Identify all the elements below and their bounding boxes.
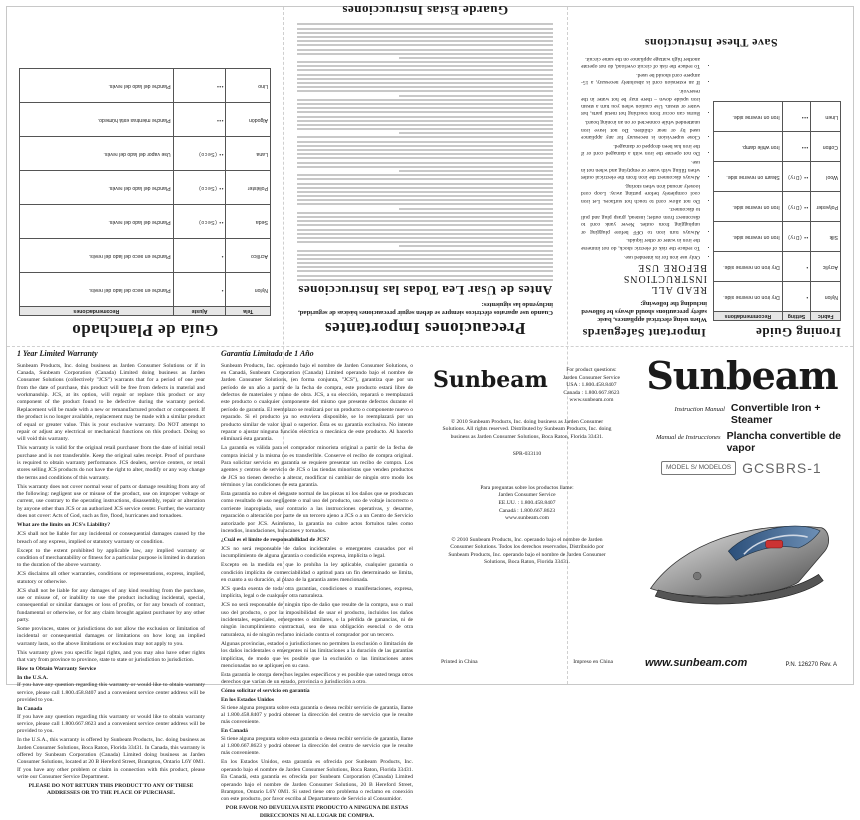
- text-line: [297, 74, 553, 76]
- warranty-en-paragraph: Sunbeam Products, Inc. doing business as Jarden Consumer Solutions or if in Canada, Sunbeam Corporation (Canada) Limited doing business as Jarden Consumer Solutions (collectively "JCS") warrants that for a period of one year from the date of purchase, this product will be free from defects in material and workmanship. JCS, at its option, will repair or replace this product or any component of the product found to be defective during the warranty period. Replacement will be made with a new or remanufactured product or component. If the product is no longer available, replacement may be made with a similar product of equal or greater value. This is your exclusive warranty. Do NOT attempt to repair or adjust any electrical or mechanical functions on this product. Doing so will void this warranty.: [17, 362, 205, 443]
- manual-sheet: [6, 3, 854, 819]
- product-line-es: [635, 430, 849, 454]
- warranty-es-paragraph: Excepto en la medida en que lo prohíba la ley aplicable, cualquier garantía o condición implícita de comerciabilidad o aptitud para un fin determinado se limita, en cuanto a su duración, al plazo de la garantía antes mencionada.: [221, 562, 413, 584]
- part-number: P.N. 126270 Rev. A: [785, 662, 837, 668]
- model-label: MODEL S/ MODELOS: [661, 461, 736, 474]
- model-box: [661, 460, 849, 476]
- table-cell: Planche del lado del revés.: [20, 69, 174, 103]
- text-line: [297, 258, 553, 260]
- table-cell: •: [782, 282, 811, 312]
- text-line: [297, 203, 553, 205]
- website[interactable]: www.sunbeam.com: [645, 657, 748, 669]
- text-line: [297, 99, 553, 101]
- text-line: [297, 266, 553, 268]
- text-line: [297, 145, 553, 147]
- table-cell: Wool: [811, 162, 841, 192]
- safety-es-read-heading: Antes de Usar Lea Todas las Instrucciones: [297, 282, 553, 298]
- warranty-en-canada-heading: In Canada: [17, 706, 43, 713]
- safety-es-body-lines: [297, 23, 553, 280]
- table-row: [714, 222, 841, 252]
- manual-label-es: Manual de Instrucciones: [655, 434, 721, 441]
- contact-line: For product questions:: [566, 367, 617, 373]
- table-cell: •••: [173, 69, 226, 103]
- contact-en-block: [556, 367, 627, 405]
- text-line: [399, 245, 553, 247]
- guide-en-header: Fabric: [811, 312, 841, 321]
- table-cell: Polyester: [811, 192, 841, 222]
- table-cell: •: [782, 252, 811, 282]
- list-item: • If an extension cord is absolutely necessary, a 15-ampere cord should be used.: [581, 71, 700, 86]
- text-line: [399, 208, 553, 210]
- table-cell: Linen: [811, 102, 841, 132]
- table-cell: Acrílico: [226, 239, 271, 273]
- warranty-es-service-heading: Cómo solicitar el servicio en garantía: [221, 688, 310, 695]
- warranty-en-paragraph: This warranty gives you specific legal rights, and you may also have other rights that vary from province to province, state to state or jurisdiction to jurisdiction.: [17, 649, 205, 664]
- text-line: [297, 275, 553, 277]
- warranty-en-title: 1 Year Limited Warranty: [17, 349, 98, 358]
- text-line: [297, 157, 553, 159]
- contact-es-block: [427, 485, 627, 523]
- table-cell: Cotton: [811, 132, 841, 162]
- warranty-es-paragraph: La garantía es válida para el comprador minorista original a partir de la fecha de compra inicial y la misma no es transferible. Conserve el recibo de compra original. Para solicitar servicio en garantía se requiere presentar un recibo de compra. Los agentes y centros de servicio de JCS o las tiendas minoristas que venden productos de JCS no tienen derecho a alterar, modificar ni cambiar de ningún otro modo los términos y las condiciones de esta garantía.: [221, 445, 413, 489]
- warranty-es-paragraph: Algunas provincias, estados o jurisdicciones no permiten la exclusión o limitación de los daños incidentales o emergentes ni las limitaciones a la duración de las garantías implícitas, de modo que es posible que la exclusión o las limitaciones antes mencionadas no se apliquen en su caso.: [221, 640, 413, 669]
- text-line: [297, 69, 553, 71]
- list-item: • Close supervision is necessary for any appliance used by or near children. Do not leave iron unattended while connected or on an ironing board.: [581, 118, 700, 140]
- text-line: [399, 95, 553, 97]
- fold-line-horizontal: [7, 346, 853, 347]
- list-item: • Burns can occur from touching hot metal parts, hot water or steam. Use caution when you turn a steam iron upside down – there may be hot water in the reservoir.: [581, 87, 700, 117]
- text-line: [297, 166, 553, 168]
- safety-en-subtitle: When using electrical appliances, basic safety precautions should always be followed including the following:: [581, 299, 707, 324]
- text-line: [297, 28, 553, 30]
- safety-es-title: Precauciones Importantes: [324, 319, 526, 338]
- warranty-en-paragraph: Some provinces, states or jurisdictions do not allow the exclusion or limitation of incidental or consequential damages or limitations on how long an implied warranty lasts, so the above limitations or exclusion may not apply to you.: [17, 626, 205, 647]
- text-line: [297, 53, 553, 55]
- contact-brand-logo: Sunbeam: [433, 367, 548, 393]
- text-line: [297, 120, 553, 122]
- text-line: [297, 128, 553, 130]
- table-cell: •• (Seco): [173, 171, 226, 205]
- warranty-es-footer: POR FAVOR NO DEVUELVA ESTE PRODUCTO A NINGUNA DE ESTAS DIRECCIONES NI AL LUGAR DE COMPRA.: [225, 805, 409, 819]
- table-cell: •• (Seco): [173, 137, 226, 171]
- contact-line[interactable]: www.sunbeam.com: [504, 515, 550, 522]
- table-row: [714, 132, 841, 162]
- warranty-en-paragraph: JCS disclaims all other warranties, conditions or representations, express, implied, statutory or otherwise.: [17, 571, 205, 585]
- product-name-es: Plancha convertible de vapor: [726, 430, 841, 454]
- copyright-es: © 2010 Sunbeam Products, Inc. operando bajo el nombre de Jarden Consumer Solutions. Todos los derechos reservados. Distribuido por Sunbeam Products, Inc. operando bajo el nombre de Jarden Consumer Solutions, Boca Raton, Florida 33431.: [448, 536, 606, 566]
- text-line: [297, 44, 553, 46]
- table-cell: Planche del lado del revés.: [20, 171, 174, 205]
- contact-line: EE.UU. : 1.800.458.8407: [498, 500, 556, 507]
- table-cell: Nylon: [811, 282, 841, 312]
- warranty-en-paragraph: JCS shall not be liable for any damages of any kind resulting from the purchase, use or misuse of, or inability to use the product including incidental, special, consequential or similar damages or loss of profits, or for any breach of contract, fundamental or otherwise, or for any claim brought against purchaser by any other party.: [17, 587, 205, 624]
- text-line: [297, 111, 553, 113]
- table-cell: Silk: [811, 222, 841, 252]
- text-line: [297, 149, 553, 151]
- list-item: • Always turn iron to OFF before plugging or unplugging from outlet. Never yank cord to disconnect from outlet; instead, grasp plug and pull to disconnect.: [581, 205, 700, 235]
- text-line: [297, 191, 553, 193]
- table-cell: Use vapor del lado del revés.: [20, 137, 174, 171]
- table-cell: Iron on reverse side.: [714, 222, 783, 252]
- table-cell: Iron on reverse side.: [714, 192, 783, 222]
- table-cell: Poliéster: [226, 171, 271, 205]
- text-line: [297, 250, 553, 252]
- table-cell: •••: [173, 103, 226, 137]
- text-line: [297, 141, 553, 143]
- safety-en-list: [581, 54, 707, 259]
- text-line: [297, 241, 553, 243]
- warranty-es-canada-text: Si tiene alguna pregunta sobre esta garantía o desea recibir servicio de garantía, llame al 1.800.667.8623 y podrá obtener la dirección del centro de servicio que le resulte más conveniente.: [221, 735, 413, 757]
- table-cell: Planche en seco del lado del revés.: [20, 239, 174, 273]
- table-row: [20, 205, 271, 239]
- product-line-en: [635, 402, 849, 426]
- warranty-en-usa-text: If you have any question regarding this warranty or would like to obtain warranty service, please call 1.800.458.8407 and a convenient service center address will be provided to you.: [17, 682, 205, 704]
- table-cell: •••: [782, 132, 811, 162]
- table-cell: Algodón: [226, 103, 271, 137]
- text-line: [297, 174, 553, 176]
- text-line: [297, 49, 553, 51]
- text-line: [297, 262, 553, 264]
- warranty-es-paragraph: Esta garantía no cubre el desgaste normal de las piezas ni los daños que se produzcan como resultado de uso negligente o mal uso del producto, uso de voltaje incorrecto o corriente inapropiada, uso contrario a las instrucciones operativas, y desarme, reparación o alteración por parte de un tercero ajeno a JCS o a un Centro de Servicio autorizado por JCS. Asimismo, la garantía no cubre actos fortuitos tales como incendios, inundaciones, huracanes y tornados.: [221, 491, 413, 534]
- text-line: [297, 233, 553, 235]
- guide-en-table: [713, 101, 841, 321]
- warranty-en-paragraph: Except to the extent prohibited by applicable law, any implied warranty or condition of merchantability or fitness for a particular purpose is limited in duration to the duration of the above warranty.: [17, 547, 205, 569]
- guide-es-header: Recomendaciones: [20, 307, 174, 316]
- table-cell: Acrylic: [811, 252, 841, 282]
- table-cell: •• (Dry): [782, 192, 811, 222]
- table-cell: Planche mientras está húmedo.: [20, 103, 174, 137]
- text-line: [297, 65, 553, 67]
- warranty-en-footer: PLEASE DO NOT RETURN THIS PRODUCT TO ANY OF THESE ADDRESSES OR TO THE PLACE OF PURCHASE.: [28, 783, 194, 797]
- list-item: • To reduce the risk of electric shock, do not immerse the iron in water or other liquids.: [581, 236, 700, 251]
- warranty-en-panel: [13, 349, 209, 797]
- list-item: • Only use iron for its intended use.: [581, 252, 700, 259]
- text-line: [297, 103, 553, 105]
- table-row: [714, 192, 841, 222]
- warranty-en-us-canada-text: In the U.S.A., this warranty is offered by Sunbeam Products, Inc. doing business as Jarden Consumer Solutions, Boca Raton, Florida 33431. In Canada, this warranty is offered by Sunbeam Corporation (Canada) Limited doing business as Jarden Consumer Solutions, located at 20 B Hereford Street, Brampton, Ontario L6Y 0M1. If you have any other problem or claim in connection with this product, please write our Consumer Service Department.: [17, 737, 205, 781]
- table-cell: Planche del lado del revés.: [20, 205, 174, 239]
- table-cell: Nylon: [226, 273, 271, 307]
- table-cell: Planche en seco del lado del revés.: [20, 273, 174, 307]
- warranty-en-paragraph: This warranty is valid for the original retail purchaser from the date of initial retail purchase and is not transferable. Keep the original sales receipt. Proof of purchase is required to obtain warranty performance. JCS dealers, service centers, or retail stores selling JCS products do not have the right to alter, modify or any way change the terms and conditions of this warranty.: [17, 445, 205, 481]
- list-item: • To reduce the risk of circuit overload, do not operate another high wattage appliance on the same circuit.: [581, 54, 700, 69]
- text-line: [297, 82, 553, 84]
- text-line: [399, 170, 553, 172]
- text-line: [297, 32, 553, 34]
- contact-line: Jarden Consumer Service: [562, 374, 620, 381]
- guide-en-header: Setting: [782, 312, 811, 321]
- table-cell: Iron while damp.: [714, 132, 783, 162]
- printed-es: Impreso en China: [573, 659, 613, 665]
- text-line: [297, 224, 553, 226]
- text-line: [297, 153, 553, 155]
- warranty-es-title: Garantía Limitada de 1 Año: [221, 349, 314, 358]
- text-line: [297, 220, 553, 222]
- text-line: [399, 57, 553, 59]
- guide-en-header: Recommendations: [714, 312, 783, 321]
- table-cell: •• (Dry): [782, 162, 811, 192]
- table-row: [20, 103, 271, 137]
- table-cell: •• (Dry): [782, 222, 811, 252]
- table-row: [20, 171, 271, 205]
- contact-line: Canada : 1.800.667.8623: [563, 389, 620, 396]
- table-cell: Steam on reverse side.: [714, 162, 783, 192]
- table-cell: Lana: [226, 137, 271, 171]
- safety-en-save-heading: Save These Instructions: [644, 35, 778, 50]
- list-item: • Do not operate the iron with a damaged cord or if the iron has been dropped or damaged.: [581, 142, 700, 157]
- spr-code: SPR-033110: [512, 451, 542, 458]
- warranty-en-canada-text: If you have any question regarding this warranty or would like to obtain warranty service, please call 1.800.667.8623 and a convenient service center address will be provided to you.: [17, 713, 205, 735]
- warranty-es-paragraph: Sunbeam Products, Inc. operando bajo el nombre de Jarden Consumer Solutions, o en Canadá, Sunbeam Corporation (Canada) Limited operando bajo el nombre de Jarden Consumer Solutions, (en forma conjunta, "JCS"), garantiza que por un período de un año a partir de la fecha de compra, este producto estará libre de defectos de materiales y mano de obra. JCS, a su elección, reparará o reemplazará este producto o cualquier componente del mismo que presente defectos durante el período de garantía. El reemplazo se realizará por un producto o componente nuevo o reparado. Si el producto ya no estuviera disponible, se lo reemplazará por un producto similar de valor igual o superior. Ésta es su garantía exclusiva. No intente reparar o ajustar ninguna función eléctrica o mecánica de este producto. Al hacerlo elimínará ésta garantía.: [221, 362, 413, 443]
- text-line: [297, 199, 553, 201]
- table-cell: •: [173, 273, 226, 307]
- warranty-es-paragraph: JCS no será responsable de daños incidentales o emergentes causados por el incumplimiento de alguna garantía o condición expresa, implícita o legal.: [221, 545, 413, 560]
- table-row: [20, 273, 271, 307]
- table-row: [714, 252, 841, 282]
- guide-es-header: Tela: [226, 307, 271, 316]
- text-line: [297, 229, 553, 231]
- list-item: • Always disconnect the iron from the electrical outlet when filling with water or emptying and when not in use.: [581, 158, 700, 180]
- text-line: [297, 216, 553, 218]
- text-line: [297, 61, 553, 63]
- safety-es-panel: [289, 3, 561, 345]
- warranty-es-us-canada-text: En los Estados Unidos, esta garantía es ofrecida por Sunbeam Products, Inc. operando bajo el nombre de Jarden Consumer Solutions, Boca Raton, Florida 33431. En Canadá, esta garantía es ofrecida por Sunbeam Corporation (Canada) Limited operando bajo el nombre de Jarden Consumer Solutions, 20 B Hereford Street, Brampton, Ontario L6Y 0M1. Si usted tiene otro problema o reclamo en conexión con este producto, por favor escriba al Departamento de Servicio al Consumidor.: [221, 759, 413, 803]
- warranty-en-usa-heading: In the U.S.A.: [17, 675, 48, 682]
- table-cell: Dry iron on reverse side.: [714, 252, 783, 282]
- table-cell: Iron on reverse side.: [714, 102, 783, 132]
- contact-line: Para preguntas sobre los productos llame:: [480, 484, 574, 491]
- table-row: [20, 137, 271, 171]
- text-line: [297, 270, 553, 272]
- text-line: [297, 178, 553, 180]
- table-cell: •• (Seco): [173, 205, 226, 239]
- table-cell: Dry iron on reverse side.: [714, 282, 783, 312]
- text-line: [297, 86, 553, 88]
- text-line: [297, 162, 553, 164]
- table-row: [714, 102, 841, 132]
- guide-es-title: Guía de Planchado: [71, 321, 219, 340]
- safety-es-subtitle: Cuando use aparatos eléctricos siempre se deben seguir precauciones básicas de seguridad, incluyendo las siguientes:: [298, 300, 553, 317]
- safety-es-save-heading: Guarde Estas Instrucciones: [341, 3, 509, 19]
- printed-en: Printed in China: [441, 659, 478, 665]
- warranty-en-service-heading: How to Obtain Warranty Service: [17, 666, 97, 673]
- warranty-es-paragraph: JCS queda exenta de toda otra garantías, condiciones o manifestaciones, expresa, implícita, legal o de cualquier otra naturaleza.: [221, 585, 413, 600]
- text-line: [297, 136, 553, 138]
- model-number: GCSBRS-1: [742, 460, 822, 476]
- warranty-es-limits-heading: ¿Cuál es el límite de responsabilidad de JCS?: [221, 536, 330, 543]
- guide-es-table: [19, 68, 271, 316]
- copyright-en: © 2010 Sunbeam Products, Inc. doing business as Jarden Consumer Solutions. All rights reserved. Distributed by Sunbeam Products, Inc. doing business as Jarden Consumer Solutions, Boca Raton, Florida 33431.: [442, 418, 612, 440]
- cover-panel: [635, 349, 849, 679]
- text-line: [297, 78, 553, 80]
- text-line: [297, 36, 553, 38]
- product-name-en: Convertible Iron + Steamer: [730, 402, 821, 426]
- text-line: [297, 90, 553, 92]
- contact-line[interactable]: www.sunbeam.com: [569, 397, 614, 404]
- warranty-es-paragraph: Esta garantía le otorga derechos legales específicos y es posible que usted tenga otros derechos que varían de un estado, provincia o jurisdicción a otro.: [221, 671, 413, 686]
- text-line: [297, 254, 553, 256]
- warranty-en-paragraph: This warranty does not cover normal wear of parts or damage resulting from any of the following: negligent use or misuse of the product, use on improper voltage or current, use contrary to the operating instructions, disassembly, repair or alteration by anyone other than JCS or an authorized JCS service center. Further, the warranty does not cover: Acts of God, such as fire, flood, hurricanes and tornadoes.: [17, 483, 205, 520]
- guide-en-title: Ironing Guide: [755, 325, 841, 340]
- table-row: [714, 162, 841, 192]
- safety-en-panel: [573, 15, 849, 345]
- text-line: [297, 40, 553, 42]
- text-line: [297, 279, 553, 281]
- text-line: [297, 23, 553, 25]
- table-cell: •: [173, 239, 226, 273]
- safety-en-title: Important Safeguards: [582, 326, 706, 340]
- warranty-en-limits-heading: What are the limits on JCS's Liability?: [17, 522, 111, 529]
- warranty-en-paragraph: JCS shall not be liable for any incidental or consequential damages caused by the breach of any express, implied or statutory warranty or condition.: [17, 531, 205, 545]
- safety-en-read-heading: READ ALL INSTRUCTIONS BEFORE USE: [622, 261, 707, 295]
- contact-line: Jarden Consumer Service: [498, 492, 556, 499]
- text-line: [297, 124, 553, 126]
- guide-es-panel: [13, 15, 277, 345]
- text-line: [297, 195, 553, 197]
- iron-illustration: [635, 480, 845, 630]
- contact-line: USA : 1.800.458.8407: [566, 382, 617, 389]
- table-cell: Seda: [226, 205, 271, 239]
- warranty-es-usa-heading: En los Estados Unidos: [221, 697, 275, 704]
- list-item: • Do not allow cord to touch hot surfaces. Let iron cool completely before putting away. Loop cord loosely around iron when storing.: [581, 181, 700, 203]
- table-row: [20, 69, 271, 103]
- table-row: [20, 239, 271, 273]
- contact-panel: [427, 349, 627, 679]
- warranty-es-usa-text: Si tiene alguna pregunta sobre esta garantía o desea recibir servicio de garantía, llame al 1.800.458.8407 y podrá obtener la dirección del centro de servicio que le resulte más conveniente.: [221, 704, 413, 726]
- text-line: [297, 212, 553, 214]
- text-line: [297, 237, 553, 239]
- table-cell: •••: [782, 102, 811, 132]
- warranty-es-panel: [217, 349, 417, 819]
- text-line: [297, 183, 553, 185]
- warranty-es-paragraph: JCS no será responsable de ningún tipo de daño que resulte de la compra, uso o mal uso del producto, o por la imposibilidad de usar el producto, incluidos los daños incidentales, especiales, emergentes o similares, o la pérdida de ganancias, ni de ningún incumplimiento contractual, sea de una obligación esencial o de otra naturaleza, ni de ningún reclamo iniciado contra el comprador por un tercero.: [221, 602, 413, 638]
- brand-logo: Sunbeam: [646, 353, 838, 398]
- text-line: [297, 116, 553, 118]
- text-line: [297, 187, 553, 189]
- guide-es-header: Ajuste: [173, 307, 226, 316]
- text-line: [399, 132, 553, 134]
- iron-image: [635, 480, 849, 630]
- table-cell: Lino: [226, 69, 271, 103]
- warranty-es-canada-heading: En Canadá: [221, 728, 248, 735]
- text-line: [297, 107, 553, 109]
- table-row: [714, 282, 841, 312]
- manual-label-en: Instruction Manual: [674, 406, 725, 413]
- contact-line: Canadá : 1.800.667.8623: [498, 507, 556, 514]
